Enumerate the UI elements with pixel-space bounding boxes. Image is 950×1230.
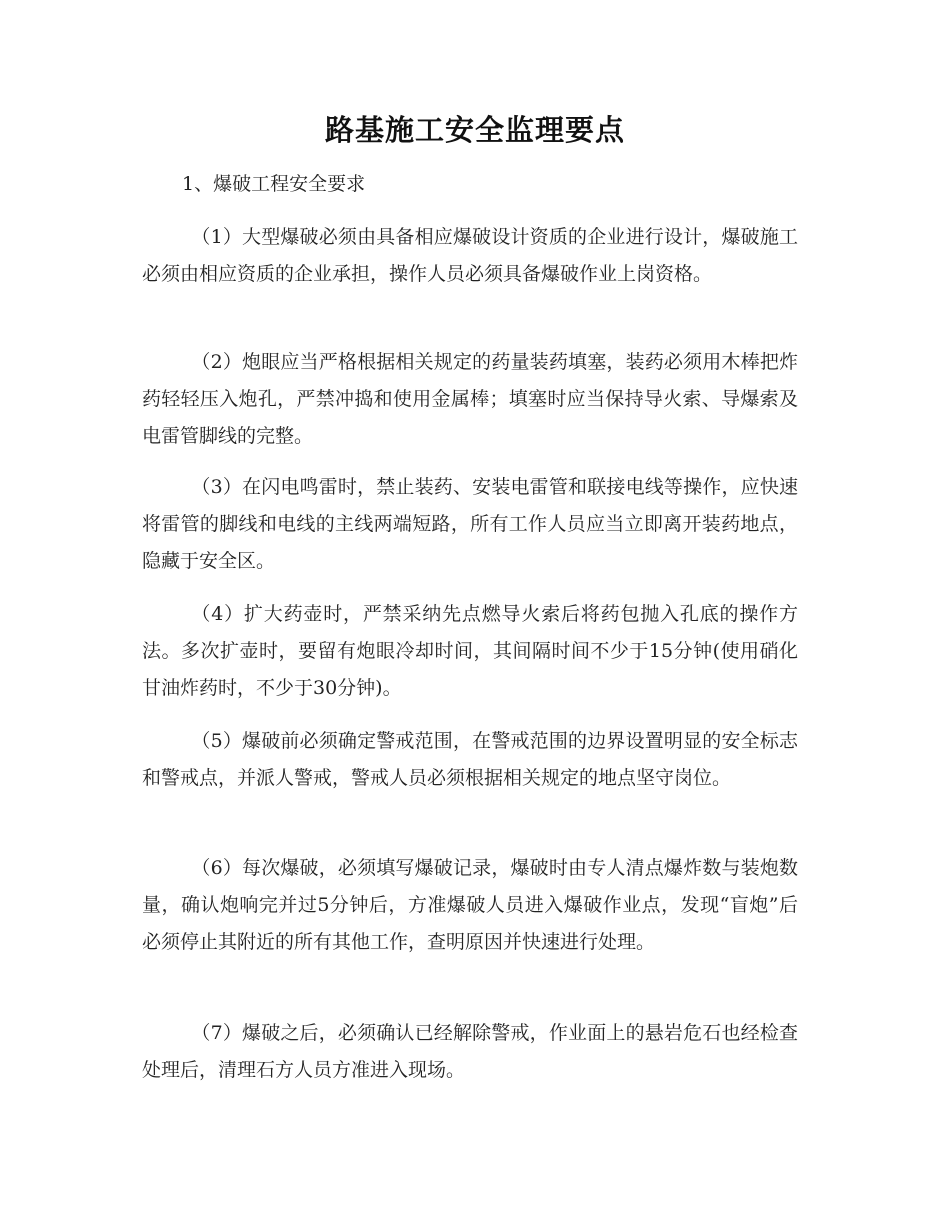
- page-title: 路基施工安全监理要点: [324, 113, 625, 147]
- paragraph-7: （7）爆破之后，必须确认已经解除警戒，作业面上的悬岩危石也经检查处理后，清理石方人员方准进入现场。: [142, 1022, 798, 1081]
- section-heading: 1、爆破工程安全要求: [182, 173, 366, 195]
- paragraph-5: （5）爆破前必须确定警戒范围，在警戒范围的边界设置明显的安全标志和警戒点，并派人警戒，警戒人员必须根据相关规定的地点坚守岗位。: [142, 730, 798, 789]
- paragraph-6: （6）每次爆破，必须填写爆破记录，爆破时由专人清点爆炸数与装炮数量，确认炮响完并过5分钟后，方准爆破人员进入爆破作业点，发现“盲炮”后必须停止其附近的所有其他工作，查明原因并快速进行处理。: [142, 857, 798, 953]
- paragraph-1: （1）大型爆破必须由具备相应爆破设计资质的企业进行设计，爆破施工必须由相应资质的企业承担，操作人员必须具备爆破作业上岗资格。: [142, 226, 798, 285]
- paragraph-3: （3）在闪电鸣雷时，禁止装药、安装电雷管和联接电线等操作，应快速将雷管的脚线和电线的主线两端短路，所有工作人员应当立即离开装药地点，隐藏于安全区。: [142, 476, 798, 572]
- paragraph-2: （2）炮眼应当严格根据相关规定的药量装药填塞，装药必须用木棒把炸药轻轻压入炮孔，严禁冲捣和使用金属棒；填塞时应当保持导火索、导爆索及电雷管脚线的完整。: [142, 351, 798, 447]
- paragraph-4: （4）扩大药壶时，严禁采纳先点燃导火索后将药包抛入孔底的操作方法。多次扩壶时，要留有炮眼冷却时间，其间隔时间不少于15分钟(使用硝化甘油炸药时，不少于30分钟)。: [142, 603, 798, 699]
